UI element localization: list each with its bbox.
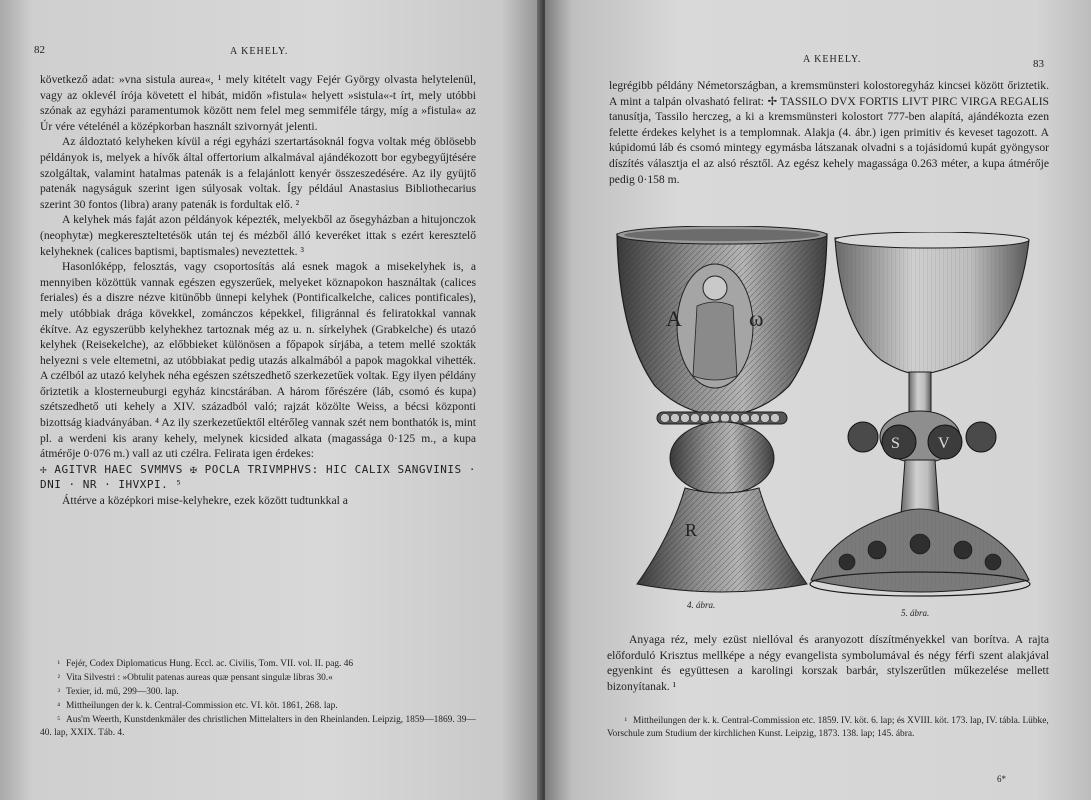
footnote: ⁵ Aus'm Weerth, Kunstdenkmäler des christlichen Mittelalters in den Rheinlanden. Leipzig, 1859—1869. 39—40. lap, XXIX. Táb. 4. — [40, 715, 476, 738]
right-body-text — [609, 78, 1049, 187]
footnotes — [607, 714, 1049, 741]
footnote: ³ Texier, id. mű, 299—300. lap. — [57, 687, 179, 697]
footnote-separator — [40, 653, 476, 654]
right-page — [545, 0, 1091, 800]
paragraph: Anyaga réz, mely ezüst niellóval és aranyozott díszítményekkel van borítva. A rajta előforduló Krisztus mellképe a négy evangelista symbolumával és négy férfi szent alakjával egyenkint és együttesen a karolingi korszak barbár, stylszerűtlen műkezelése mellett bizonyítanak. ¹ — [607, 633, 1049, 693]
svg-text:ω: ω — [749, 306, 764, 331]
footnotes — [40, 657, 476, 740]
page-number: 82 — [34, 44, 45, 56]
footnote: ¹ Fejér, Codex Diplomaticus Hung. Eccl. ac. Civilis, Tom. VII. vol. II. pag. 46 — [57, 659, 354, 669]
inscription: ✢ AGITVR HAEC SVMMVS ✠ POCLA TRIVMPHVS: HIC CALIX SANGVINIS · DNI · NR · IHVXPI. ⁵ — [40, 462, 476, 492]
paragraph: Áttérve a középkori mise-kelyhekre, ezek között tudtunkkal a — [62, 494, 348, 508]
footnote: ⁴ Mittheilungen der k. k. Central-Commission etc. VI. köt. 1861, 268. lap. — [57, 701, 338, 711]
running-head: A KEHELY. — [803, 54, 862, 65]
signature-mark: 6* — [997, 774, 1006, 784]
page-number: 83 — [1033, 58, 1044, 70]
svg-text:A: A — [666, 306, 682, 331]
paragraph: legrégibb példány Németországban, a kremsmünsteri kolostoregyház kincsei között őriztetik. A mint a talpán olvasható felirat: ✢ TASSILO DVX FORTIS LIVT PIRC VIRGA REGALIS tanusítja, Tassilo herczeg, a ki a kremsmünsteri kolostort 777-ben alapítá, ajándékozta ezen felette érdekes kelyhet is a templomnak. Alakja (4. ábr.) igen primitiv és keveset tagozott. A kúpidomú láb és csomó mintegy egymásba látszanak olvadni s a tojásidomú kupát gyöngysor díszítés választja el az alsó résztől. Az egész kehely magassága 0.263 méter, a kupa átmérője pedig 0·158 m. — [609, 79, 1049, 186]
paragraph: Az áldoztató kelyheken kívül a régi egyházi szertartásoknál fogva voltak még öblösebb példányok is, melyek a hívők által offertorium alkalmával ajándékozott bor egybegyűjtésére szolgáltak, valamint hatalmas patenák is a felajánlott kenyér összeszedésére. Az ily gyüjtő patenák nagyságuk szerint igen súlyosak voltak. Így például Anastasius Bibliothecarius szerint 30 fontos (libra) arany patenák is fordultak elő. ² — [40, 135, 476, 211]
paragraph: következő adat: »vna sistula aurea«, ¹ mely kitételt vagy Fejér György olvasta helytelenül, vagy az oklevél írója követett el hibát, midőn »fistula« helyett »sistula«-t írt, mely utóbbi szónak az egyházi paramentumok között nem felel meg semmiféle tárgy, míg a »fistula« az Úr vére vételénél a középkorban használt szivornyát jelenti. — [40, 73, 476, 133]
gothic-chalice-illustration — [807, 232, 1037, 602]
figure-caption-4: 4. ábra. — [687, 600, 716, 610]
svg-text:V: V — [938, 435, 950, 452]
left-body-text — [40, 72, 476, 509]
left-page — [0, 0, 545, 800]
right-body-text-continued — [607, 632, 1049, 694]
figure-caption-5: 5. ábra. — [901, 608, 930, 618]
paragraph: Hasonlóképp, felosztás, vagy csoportosítás alá esnek magok a misekelyhek is, a mennyiben közöttük vannak egészen egyszerűek, melyeket köznapokon használtak (calices feriales) és a diszre nézve kitünőbb ünnepi kelyhek (Pontificalkelche, calices pontificales), mely utóbbiak drága kövekkel, zománczos képekkel, filigránnal és feliratokkal vannak ékítve. Az egyszerübb kelyhekhez tartoznak még az u. n. sírkelyhek (Grabkelche) és utazó kelyhek (Reisekelche), az előbbieket különösen a főpapok sírjába, a tetem mellé szokták helyezni s vele eltemetni, az utóbbiakat pedig utazás alkalmából a papok magokkal vihették. A czélból az utazó kelyhek néha egészen szétszedhető szerkezetűek voltak. Egy ilyen példány őriztetik a klosterneuburgi egyház kincstárában. A három főrészére (láb, csomó és kupa) szétszedhető uti kehely a XIV. századból való; rajzát közölte Weiss, a bécsi központi bizottság kiadványában. ⁴ Az ily szerkezetűektől eltérőleg vannak szét nem bonthatók is, mint pl. a werdeni kis arany kehely, melynek kicsided alkata (magassága 0·125 m., a kupa átmérője 0·076 m.) vall az uti czélra. Felirata igen érdekes: — [40, 260, 476, 461]
paragraph: A kelyhek más faját azon példányok képezték, melyekből az ősegyházban a hitujonczok (neophytæ) megkereszteltetésök után tej és mézből álló keveréket ittak s ezért keresztelő kelyheknek (calices baptismi, baptismales) neveztettek. ³ — [40, 213, 476, 258]
running-head: A KEHELY. — [230, 46, 289, 57]
svg-text:S: S — [891, 435, 900, 452]
svg-text:R: R — [685, 520, 698, 540]
footnote: ² Vita Silvestri : »Obtulit patenas aureas quæ pensant singulæ libras 30.« — [57, 673, 333, 683]
tassilo-chalice-illustration — [611, 226, 833, 596]
footnote: ¹ Mittheilungen der k. k. Central-Commission etc. 1859. IV. köt. 6. lap; és XVIII. köt. 173. lap, IV. tábla. Lübke, Vorschule zum Studium der kirchlichen Kunst. Leipzig, 1873. 138. lap; 145. ábra. — [607, 716, 1049, 739]
